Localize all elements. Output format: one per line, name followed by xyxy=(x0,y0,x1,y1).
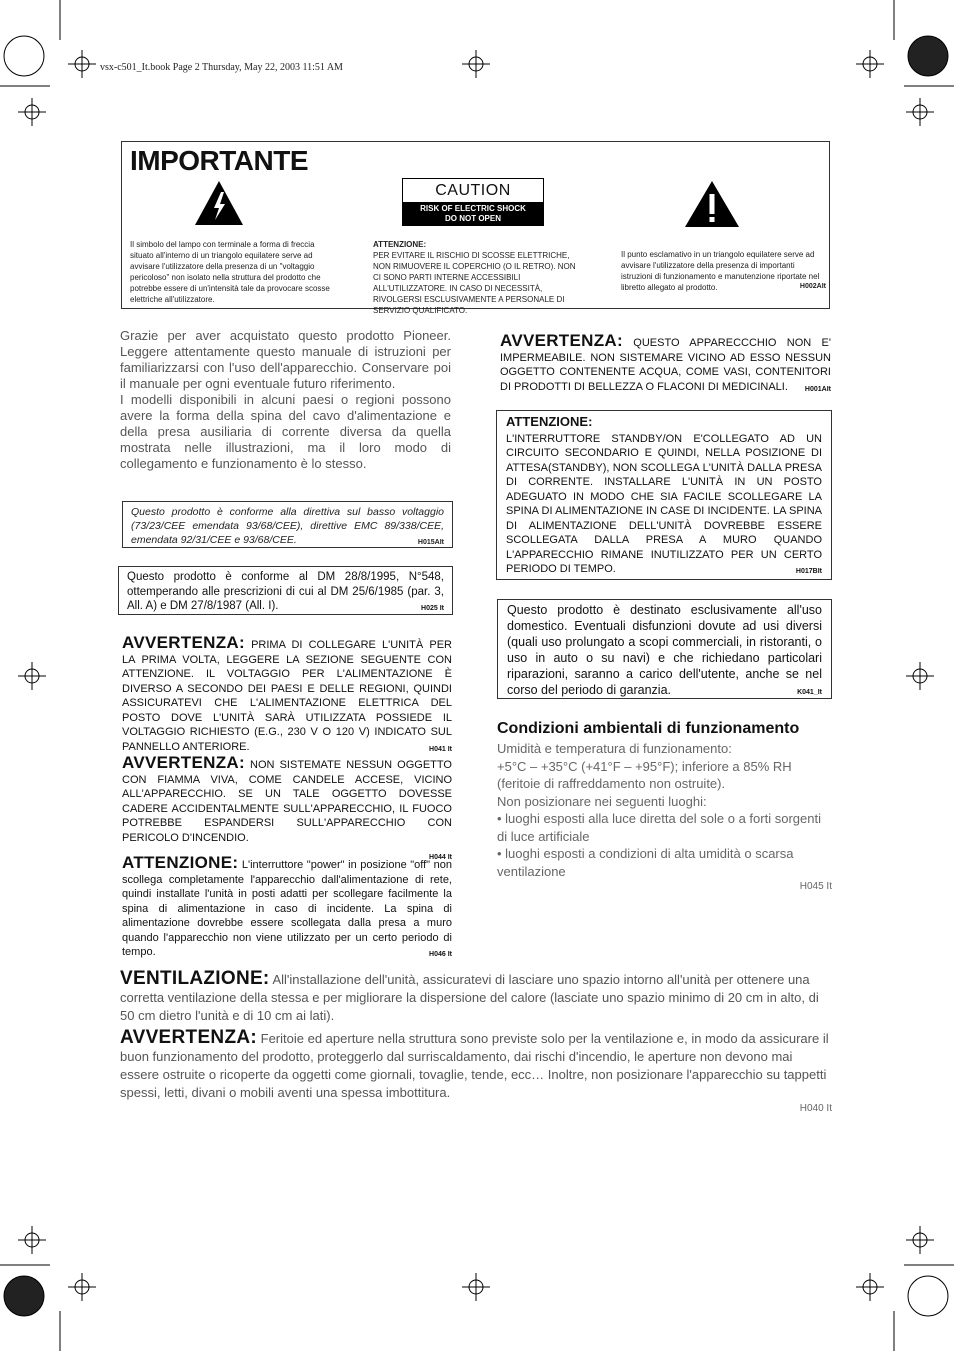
standby-heading: ATTENZIONE: xyxy=(506,414,593,429)
print-header-line: vsx-c501_It.book Page 2 Thursday, May 22, 2003 11:51 AM xyxy=(100,62,343,73)
water-warning xyxy=(500,331,831,397)
water-warning-text: QUESTO APPARECCCHIO NON E' IMPERMEABILE. NON SISTEMARE VICINO AD ESSO NESSUN OGGETTO CONTENENTE ACQUA, COME VASI, CONTENITORI DI PRODOTTI DI BELLEZZA O FLACONI DI MEDICINALI. xyxy=(500,337,831,393)
cee-text: Questo prodotto è conforme alla direttiva sul basso voltaggio (73/23/CEE emendata 93/68/CEE), direttive EMC 89/338/CEE, emendata 92/31/CEE e 93/68/CEE. xyxy=(131,506,444,546)
power-switch-attention xyxy=(122,853,452,963)
attenzione-notice xyxy=(373,239,583,316)
intro-text xyxy=(120,328,451,472)
vent-openings-warning xyxy=(120,1029,832,1116)
attenzione-heading: ATTENZIONE: xyxy=(373,240,427,249)
lightning-warning-icon xyxy=(194,180,244,226)
vent-warning-code: H040 It xyxy=(799,1103,832,1114)
conditions-line-3: Non posizionare nei seguenti luoghi: xyxy=(497,793,707,809)
exclamation-text: Il punto esclamativo in un triangolo equilatere serve ad avvisare l'utilizzatore della presenza di importanti istruzioni di funzionamento e manutenzione riportate nel libretto allegato al prodotto. xyxy=(621,250,820,292)
power-switch-code: H046 It xyxy=(429,951,452,958)
vent-warning-heading: AVVERTENZA: xyxy=(120,1027,258,1048)
domestic-code: K041_It xyxy=(797,689,822,696)
conditions-title: Condizioni ambientali di funzionamento xyxy=(497,720,800,737)
lightning-symbol-explanation: Il simbolo del lampo con terminale a forma di freccia situato all'interno di un triangolo equilatere serve ad avvisare l'utilizzatore della presenza di un "voltaggio pericoloso" non isolato nella struttura del prodotto che potrebbe essere di un'intensità tale da provocare scosse elettriche all'utilizzatore. xyxy=(130,240,330,304)
power-switch-text: L'interruttore "power" in posizione "off" non scollega completamente l'apparecchio dall'alimentazione di rete, quindi installate l'unità in posti adatti per scollegare facilmente la spina di alimentazione in caso di incidente. La spina di alimentazione dovrebbe essere scollegata dalla presa a muro quando l'apparecchio non viene utilizzato per un certo periodo di tempo. xyxy=(122,859,452,958)
caution-sub-line1: RISK OF ELECTRIC SHOCK xyxy=(420,204,526,213)
conditions-code: H045 It xyxy=(799,881,832,892)
attenzione-text: PER EVITARE IL RISCHIO DI SCOSSE ELETTRICHE, NON RIMUOVERE IL COPERCHIO (O IL RETRO). NON CI SONO PARTI INTERNE ACCESSIBILI ALL'UTILIZZATORE. IN CASO DI NECESSITÀ, RIVOLGERSI ESCLUSIVAMENTE A PERSONALE DI SERVIZIO QUALIFICATO. xyxy=(373,251,576,315)
intro-paragraph-1: Grazie per aver acquistato questo prodotto Pioneer. Leggere attentamente questo manuale di istruzioni per familiarizzarsi con l'uso dell'apparecchio. Conservare poi il manuale per ogni eventuale futuro riferimento. xyxy=(120,328,451,391)
cee-code: H015AIt xyxy=(417,539,444,546)
caution-title: CAUTION xyxy=(435,182,511,199)
voltage-warning xyxy=(122,633,452,757)
conditions-line-1: Umidità e temperatura di funzionamento: xyxy=(497,741,732,756)
standby-text: L'INTERRUTTORE STANDBY/ON E'COLLEGATO AD UN CIRCUITO SECONDARIO E QUINDI, NELLA POSIZIONE DI ATTESA(STANDBY), NON SCOLLEGA L'UNITÀ DALLA PRESA DI CORRENTE. INSTALLARE L'UNITÀ IN UN POSTO ADEGUATO IN MODO CHE SIA FACILE SCOLLEGARE LA SPINA DI ALIMENTAZIONE IN CASE DI INCIDENTE. LA SPINA DI ALIMENTAZIONE DELL'UNITÀ DOVREBBE ESSERE SCOLLEGATA DALLA PRESA A MURO QUANDO L'APPARECCHIO RIMANE INUTILIZZATO PER UN CERTO PERIODO DI TEMPO. xyxy=(506,432,822,575)
importante-box xyxy=(121,141,830,315)
ventilation-text: All'installazione dell'unità, assicuratevi di lasciare uno spazio intorno all'unità per ottenere una corretta ventilazione della stessa e per migliorare la dispersione del calore (lasciate uno spazio minimo di 20 cm in alto, di 50 cm dietro l'unità e di 10 cm ai lati). xyxy=(120,972,819,1023)
exclamation-warning-icon xyxy=(684,180,740,228)
domestic-text: Questo prodotto è destinato esclusivamente all'uso domestico. Eventuali disfunzioni dovute ad usi diversi (quali uso prolungato a scopi commerciali, in ristoranti, o uso in auto o su navi) e che richiedano particolari riparazioni, saranno a carico dell'utente, anche se nel corso del periodo di garanzia. xyxy=(507,603,822,697)
dm-code: H025 It xyxy=(421,605,444,612)
voltage-warning-text: PRIMA DI COLLEGARE L'UNITÀ PER LA PRIMA VOLTA, LEGGERE LA SEZIONE SEGUENTE CON ATTENZIONE. IL VOLTAGGIO PER L'ALIMENTAZIONE È DIVERSO A SECONDO DEI PAESI E DELLE REGIONI, QUINDI ASSICURATEVI CHE L'ALIMENTAZIONE ELETTRICA DEL POSTO DOVE L'UNITÀ SARÀ UTILIZZATA POSSIEDE IL VOLTAGGIO RICHIESTO (E.G., 230 V O 120 V) INDICATO SUL PANNELLO ANTERIORE. xyxy=(122,639,452,753)
flame-warning xyxy=(122,753,452,866)
flame-warning-heading: AVVERTENZA: xyxy=(122,753,245,772)
caution-subtitle xyxy=(403,202,543,225)
water-warning-heading: AVVERTENZA: xyxy=(500,331,623,350)
standby-attention-box xyxy=(496,410,832,580)
cee-conformity-box xyxy=(122,501,453,548)
vent-warning-text: Feritoie ed aperture nella struttura sono previste solo per la ventilazione e, in modo da assicurare il buon funzionamento del prodotto, proteggerlo dal surriscaldamento, dai rischi d'incendio, le aperture non devono mai essere ostruite o ricoperte da oggetti come giornali, tovaglie, tende, ecc… Inoltre, non posizionare l'apparecchio su tappetti spessi, letti, divani o mobili aventi una spessa imbottitura. xyxy=(120,1031,829,1100)
exclamation-symbol-explanation xyxy=(621,249,826,293)
conditions-bullet-1: • luoghi esposti alla luce diretta del sole o a forti sorgenti di luce artificiale xyxy=(497,811,821,844)
flame-warning-code: H044 It xyxy=(429,854,452,861)
ventilation-section xyxy=(120,970,832,1025)
caution-sub-line2: DO NOT OPEN xyxy=(444,214,501,223)
exclamation-code: H002AIt xyxy=(799,283,826,290)
importante-title: IMPORTANTE xyxy=(130,145,309,176)
voltage-warning-heading: AVVERTENZA: xyxy=(122,633,245,652)
water-warning-code: H001AIt xyxy=(804,385,831,393)
dm-text: Questo prodotto è conforme al DM 28/8/1995, N°548, ottemperando alle prescrizioni di cui al DM 25/6/1985 (par. 3, All. A) e DM 27/8/1987 (All. I). xyxy=(127,571,444,612)
conditions-bullet-2: • luoghi esposti a condizioni di alta umidità o scarsa ventilazione xyxy=(497,846,794,879)
flame-warning-text: NON SISTEMATE NESSUN OGGETTO CON FIAMMA VIVA, COME CANDELE ACCESE, VICINO ALL'APPARECCHIO. SE UN TALE OGGETTO DOVESSE CADERE ACCIDENTALMENTE SULL'APPARECCHIO, IL FUOCO POTREBBE ESPANDERSI SULL'APPARECCHIO CON PERICOLO D'INCENDIO. xyxy=(122,759,452,844)
conditions-line-2: +5°C – +35°C (+41°F – +95°F); inferiore a 85% RH (feritoie di raffreddamento non ostruite). xyxy=(497,758,792,791)
domestic-use-box xyxy=(497,599,832,699)
standby-code: H017BIt xyxy=(795,568,822,575)
ventilation-heading: VENTILAZIONE: xyxy=(120,968,270,989)
caution-label xyxy=(402,178,544,226)
power-switch-heading: ATTENZIONE: xyxy=(122,853,239,872)
dm-conformity-box xyxy=(118,566,453,615)
voltage-warning-code: H041 It xyxy=(429,745,452,753)
intro-paragraph-2: I modelli disponibili in alcuni paesi o regioni possono avere la forma della spina del cavo d'alimentazione e della presa ausiliaria di corrente diversa da quella mostrata nelle illustrazioni, ma il loro modo di collegamento e funzionamento è lo stesso. xyxy=(120,392,451,471)
conditions-body xyxy=(497,740,832,894)
